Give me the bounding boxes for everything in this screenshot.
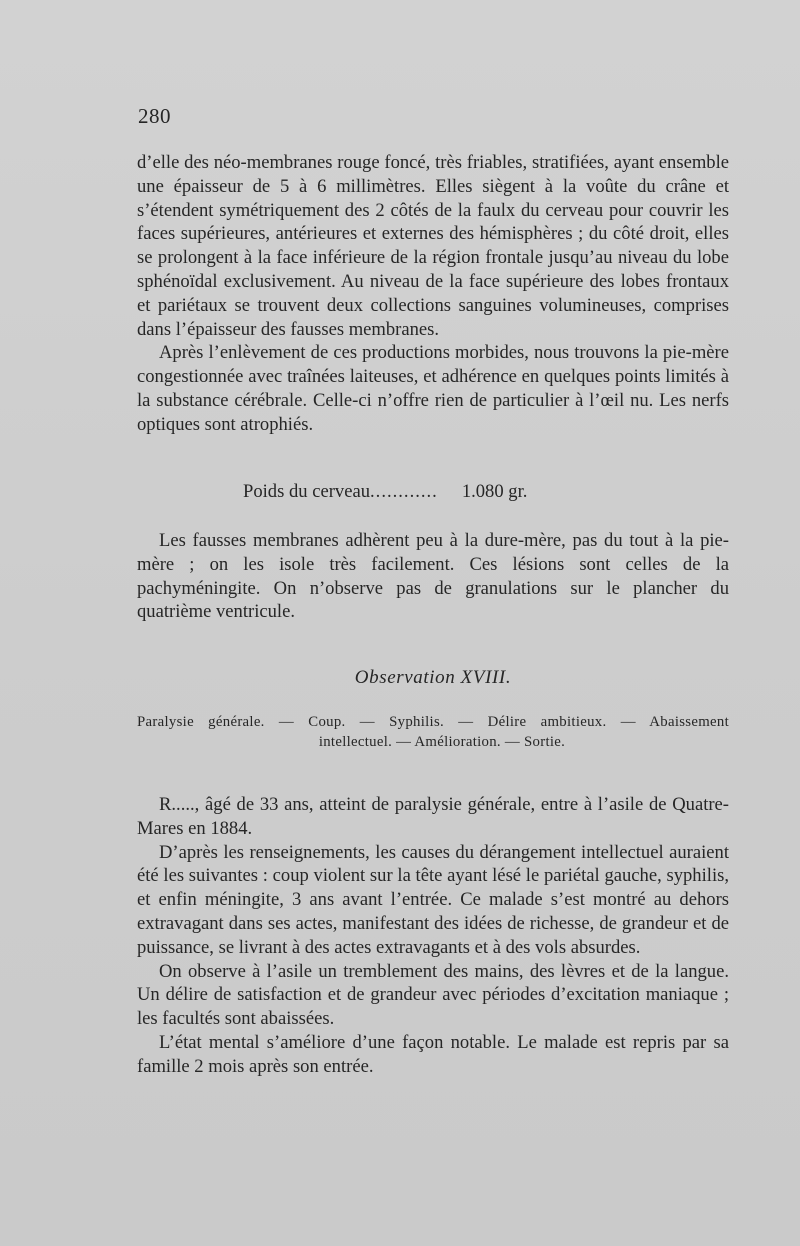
leader-dots: ............ <box>370 481 438 502</box>
observation-summary-line-2: intellectuel. — Amélioration. — Sortie. <box>318 734 566 750</box>
observation-summary-line-1: Paralysie générale. — Coup. — Syphilis. — Délire ambitieux. — Abaissement <box>137 714 729 730</box>
paragraph: d’elle des néo-membranes rouge foncé, très friables, stratifiées, ayant ensemble une épaisseur de 5 à 6 millimètres. Elles siègent à la voûte du crâne et s’étendent symétriquement des 2 côtés de la faulx du cerveau pour couvrir les faces supérieures, antérieures et externes des hémisphères ; du côté droit, elles se prolongent à la face inférieure de la région frontale jusqu’au niveau du lobe sphénoïdal exclusivement. Au niveau de la face supérieure des lobes frontaux et pariétaux se trouvent deux collections sanguines volumineuses, comprises dans l’épaisseur des fausses membranes. <box>137 152 729 340</box>
brain-weight-label: Poids du cerveau <box>243 481 371 502</box>
text-block-membranes <box>137 529 729 624</box>
text-block-observation <box>137 793 729 1079</box>
paragraph: Après l’enlèvement de ces productions morbides, nous trouvons la pie-mère congestionnée avec traînées laiteuses, et adhérence en quelques points limités à la substance cérébrale. Celle-ci n’offre rien de particulier à l’œil nu. Les nerfs optiques sont atrophiés. <box>137 342 729 435</box>
paragraph: L’état mental s’améliore d’une façon notable. Le malade est repris par sa famille 2 mois après son entrée. <box>137 1031 729 1077</box>
brain-weight-value: 1.080 gr. <box>461 481 528 502</box>
text-block-autopsy <box>137 151 729 437</box>
paragraph: R....., âgé de 33 ans, atteint de paralysie générale, entre à l’asile de Quatre-Mares en 1884. <box>137 794 729 839</box>
page-number: 280 <box>138 104 171 128</box>
paragraph: Les fausses membranes adhèrent peu à la dure-mère, pas du tout à la pie-mère ; on les isole très facilement. Ces lésions sont celles de la pachyméningite. On n’observe pas de granulations sur le plancher du quatrième ventricule. <box>137 530 729 623</box>
paragraph: On observe à l’asile un tremblement des mains, des lèvres et de la langue. Un délire de satisfaction et de grandeur avec périodes d’excitation maniaque ; les facultés sont abaissées. <box>137 960 729 1030</box>
paragraph: D’après les renseignements, les causes du dérangement intellectuel auraient été les suivantes : coup violent sur la tête ayant lésé le pariétal gauche, syphilis, et enfin méningite, 3 ans avant l’entrée. Ce malade s’est montré au dehors extravagant dans ses actes, manifestant des idées de richesse, de grandeur et de puissance, se livrant à des actes extravagants et à des vols absurdes. <box>137 841 729 958</box>
brain-weight-line <box>243 480 527 504</box>
observation-summary <box>137 712 729 752</box>
observation-title: Observation XVIII. <box>354 667 512 688</box>
